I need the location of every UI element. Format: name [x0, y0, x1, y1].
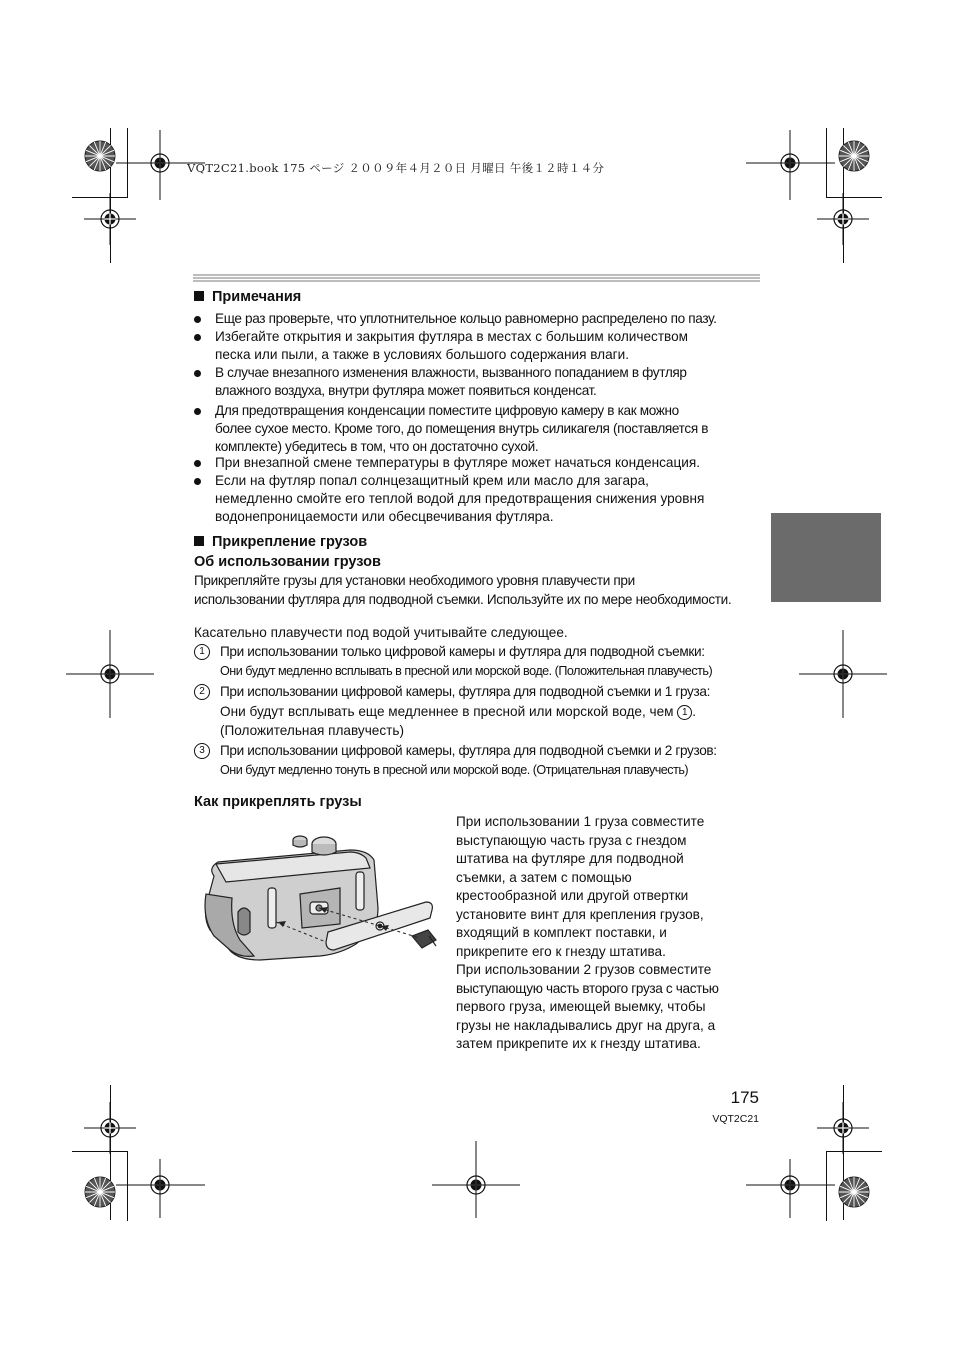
- section-rule: [193, 274, 760, 282]
- square-bullet-icon: [194, 291, 204, 301]
- section-tab: [771, 513, 881, 602]
- bullet-icon: [194, 408, 201, 415]
- bullet-icon: [194, 478, 201, 485]
- note-item: Если на футляр попал солнцезащитный крем или масло для загара, немедленно смойте его теплой водой для предотвращения снижения уровня водонепроницаемости или обесцвечивания футляра.: [194, 472, 764, 526]
- buoyancy-item: 1 При использовании только цифровой камеры и футляра для подводной съемки: Они будут медленно всплывать в пресной или морской воде. (Положительная плавучесть): [194, 642, 764, 681]
- attach-instructions: При использовании 1 груза совместите выступающую часть груза с гнездом штатива на футляре для подводной съемки, а затем с помощью крестообразной или другой отвертки установите винт для крепления грузов, входящий в комплект поставки, и прикрепите его к гнезду штатива. При использовании 2 грузов совместите выступающую часть второго груза с частью первого груза, имеющей выемку, чтобы грузы не накладывались друг на друга, а затем прикрепите их к гнезду штатива.: [456, 814, 719, 1051]
- usage-text: Прикрепляйте грузы для установки необходимого уровня плавучести при: [194, 573, 635, 588]
- bullet-icon: [194, 334, 201, 341]
- usage-text: использовании футляра для подводной съемки. Используйте их по мере необходимости.: [194, 592, 732, 607]
- square-bullet-icon: [194, 536, 204, 546]
- bullet-icon: [194, 316, 201, 323]
- note-item: При внезапной смене температуры в футляре может начаться конденсация.: [194, 454, 764, 472]
- circled-number: 2: [194, 684, 210, 700]
- circled-number: 1: [194, 644, 210, 660]
- usage-subheading: Об использовании грузов: [194, 554, 381, 570]
- page-number: 175: [730, 1088, 759, 1107]
- note-item: Еще раз проверьте, что уплотнительное кольцо равномерно распределено по пазу.: [194, 310, 764, 328]
- notes-heading: Примечания: [194, 289, 301, 305]
- note-item: Для предотвращения конденсации поместите цифровую камеру в как можно более сухое место. Кроме того, до помещения внутрь силикагеля (поставляется в комплекте) убедитесь в том, что он достаточно сухой.: [194, 402, 764, 456]
- housing-weight-illustration: [200, 828, 440, 968]
- circled-number: 3: [194, 743, 210, 759]
- buoyancy-item: 3 При использовании цифровой камеры, футляра для подводной съемки и 2 грузов: Они будут медленно тонуть в пресной или морской воде. (Отрицательная плавучесть): [194, 741, 764, 780]
- attach-subheading: Как прикреплять грузы: [194, 794, 362, 810]
- weights-heading: Прикрепление грузов: [194, 534, 367, 550]
- print-info-header: VQT2C21.book 175 ページ ２００９年４月２０日 月曜日 午後１２時１４分: [187, 161, 605, 175]
- circled-number-ref: 1: [677, 705, 692, 720]
- buoyancy-item: 2 При использовании цифровой камеры, футляра для подводной съемки и 1 груза: Они будут всплывать еще медленнее в пресной или морской воде, чем 1 . (Положительная плавучесть): [194, 682, 764, 741]
- note-item: Избегайте открытия и закрытия футляра в местах с большим количеством песка или пыли, а также в условиях большого содержания влаги.: [194, 328, 764, 364]
- note-item: В случае внезапного изменения влажности, вызванного попаданием в футляр влажного воздуха, внутри футляра может появиться конденсат.: [194, 364, 764, 400]
- bullet-icon: [194, 460, 201, 467]
- bullet-icon: [194, 370, 201, 377]
- document-code: VQT2C21: [712, 1113, 759, 1125]
- buoyancy-intro: Касательно плавучести под водой учитывайте следующее.: [194, 625, 568, 640]
